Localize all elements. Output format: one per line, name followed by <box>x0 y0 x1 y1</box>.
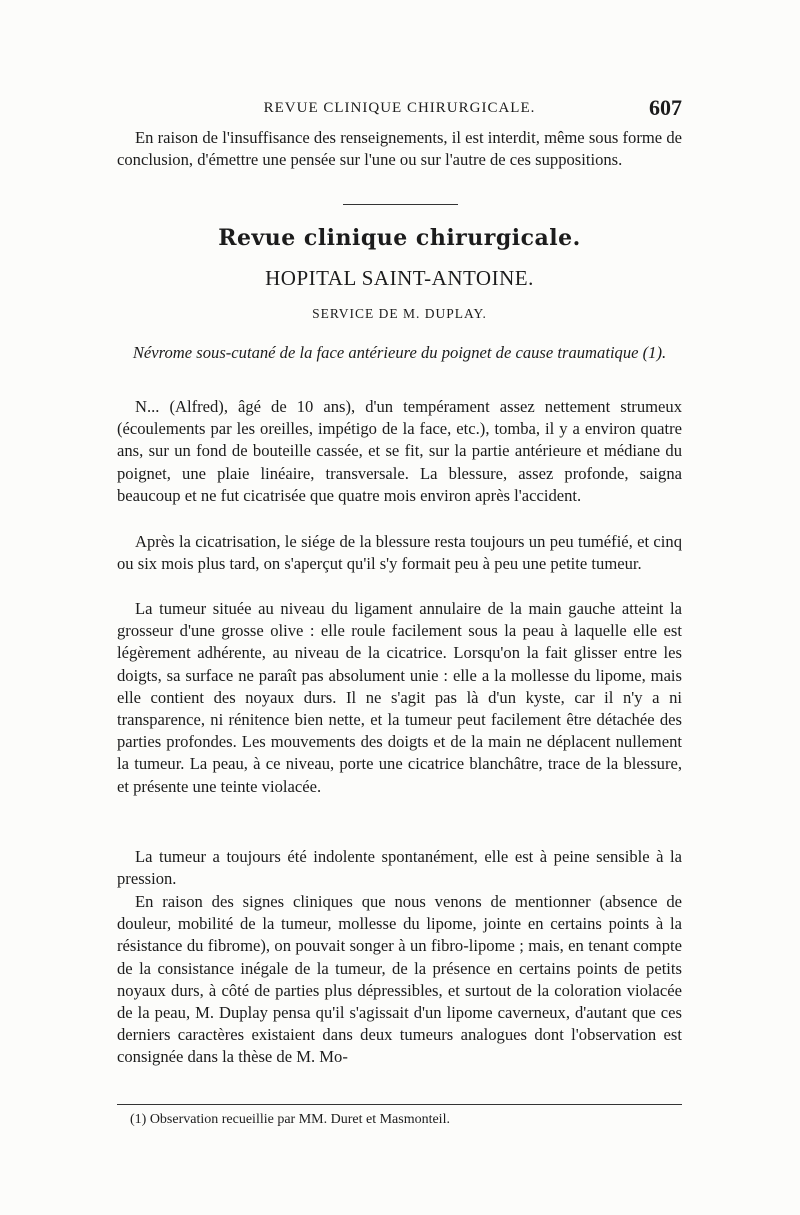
body-paragraph: La tumeur située au niveau du ligament annulaire de la main gauche atteint la grosseur d'une grosse olive : elle roule facilement sous la peau à laquelle elle est légèrement adhérente, au niveau de la cicatrice. Lorsqu'on la fait glisser entre les doigts, sa surface ne paraît pas absolument unie : elle a la mollesse du lipome, mais elle contient des noyaux durs. Il ne s'agit pas là d'un kyste, car il n'y a ni transparence, ni rénitence bien nette, et la tumeur peut facilement être détachée des parties profondes. Les mouvements des doigts et de la main ne déplacent nullement la tumeur. La peau, à ce niveau, porte une cicatrice blanchâtre, trace de la blessure, et présente une teinte violacée. <box>117 599 682 796</box>
running-title: REVUE CLINIQUE CHIRURGICALE. <box>263 100 536 116</box>
body-paragraph: Après la cicatrisation, le siége de la blessure resta toujours un peu tuméfié, et cinq ou six mois plus tard, on s'aperçut qu'il s'y formait peu à peu une petite tumeur. <box>117 532 682 574</box>
case-title: Névrome sous-cutané de la face antérieure du poignet de cause traumatique (1). <box>132 343 667 362</box>
footnote-divider <box>117 1104 682 1105</box>
body-paragraph: En raison des signes cliniques que nous venons de mentionner (absence de douleur, mobilité de la tumeur, mollesse du lipome, jointe en certains points à la résistance du fibrome), on pouvait songer à un fibro-lipome ; mais, en tenant compte de la consistance inégale de la tumeur, de la présence en certains points de petits noyaux durs, à côté de parties plus dépressibles, et surtout de la coloration violacée de la peau, M. Duplay pensa qu'il s'agissait d'un lipome caverneux, d'autant que ces derniers caractères existaient dans deux tumeurs analogues dont l'observation est consignée dans la thèse de M. Mo- <box>117 892 682 1067</box>
section-divider <box>343 204 458 205</box>
body-paragraph: La tumeur a toujours été indolente spontanément, elle est à peine sensible à la pression. <box>117 847 682 889</box>
page-number: 607 <box>649 95 682 120</box>
service-heading: SERVICE DE M. DUPLAY. <box>312 306 487 321</box>
footnote: (1) Observation recueillie par MM. Duret et Masmonteil. <box>130 1112 450 1127</box>
running-head <box>117 96 682 120</box>
hospital-heading: HOPITAL SAINT-ANTOINE. <box>265 266 534 290</box>
intro-paragraph: En raison de l'insuffisance des renseignements, il est interdit, même sous forme de conclusion, d'émettre une pensée sur l'une ou sur l'autre de ces suppositions. <box>117 128 682 170</box>
body-paragraph: N... (Alfred), âgé de 10 ans), d'un tempérament assez nettement strumeux (écoulements par les oreilles, impétigo de la face, etc.), tomba, il y a environ quatre ans, sur un fond de bouteille cassée, et se fit, sur la partie antérieure et médiane du poignet, une plaie linéaire, transversale. La blessure, assez profonde, saigna beaucoup et ne fut cicatrisée que quatre mois environ après l'accident. <box>117 397 682 505</box>
section-heading: Revue clinique chirurgicale. <box>218 225 581 251</box>
